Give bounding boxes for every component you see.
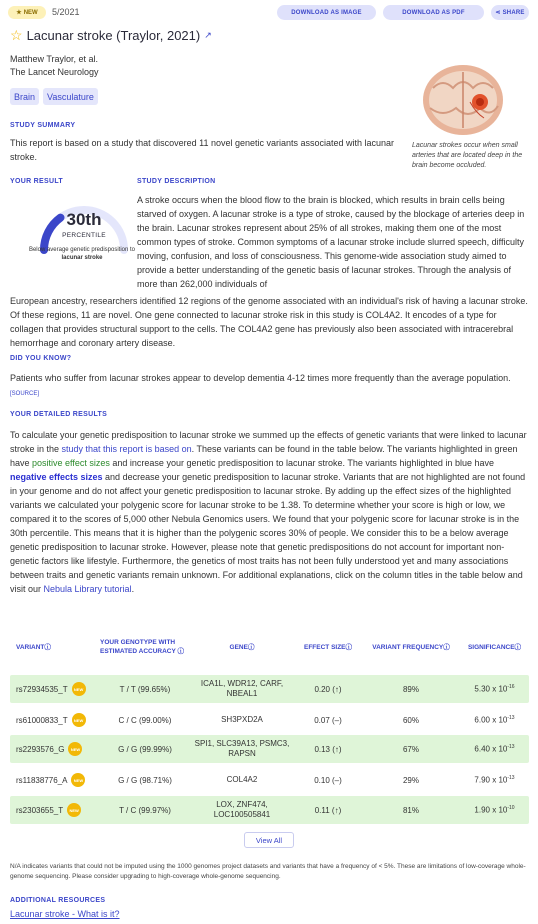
gene-cell: SH3PXD2A xyxy=(221,715,263,724)
gene-cell: SPI1, SLC39A13, PSMC3, RAPSN xyxy=(194,739,290,758)
percentile-value: 30th xyxy=(66,210,102,229)
share-button[interactable]: ⋖ SHARE xyxy=(491,5,529,20)
summary-text: This report is based on a study that discovered 11 novel genetic variants associated with lacunar stroke. xyxy=(10,138,395,162)
new-icon: NEW xyxy=(68,742,82,756)
negative-effect-label: negative effects sizes xyxy=(10,472,103,482)
info-icon: ⓘ xyxy=(247,643,255,651)
genotype-cell: T / T (99.65%) xyxy=(119,684,171,694)
significance-cell: 1.90 x $10^{-10}$ xyxy=(474,805,515,815)
col-frequency[interactable]: VARIANT FREQUENCYⓘ xyxy=(372,643,450,651)
variant-cell: rs2303655_T NEW xyxy=(10,803,100,817)
significance-cell: 7.90 x $10^{-13}$ xyxy=(474,775,515,785)
table-header xyxy=(10,630,529,664)
authors-block xyxy=(10,53,99,79)
gene-cell: LOX, ZNF474, LOC100505841 xyxy=(213,800,271,819)
brain-illustration xyxy=(418,58,508,138)
significance-cell: 5.30 x $10^{-16}$ xyxy=(474,684,515,694)
tag-brain[interactable]: Brain xyxy=(10,88,39,105)
new-icon: NEW xyxy=(71,773,85,787)
result-description: Below average genetic predisposition to lacunar stroke xyxy=(28,247,136,261)
col-effect[interactable]: EFFECT SIZEⓘ xyxy=(303,643,353,651)
table-row xyxy=(10,706,529,734)
study-link[interactable]: study that this report is based on xyxy=(61,444,192,454)
col-gene[interactable]: GENEⓘ xyxy=(229,643,255,651)
dyk-text: Patients who suffer from lacunar strokes appear to develop dementia 4-12 times more frequently than the average population. [SOURCE] xyxy=(10,373,511,397)
author-name: Matthew Traylor, et al. xyxy=(10,54,99,64)
frequency-cell: 89% xyxy=(402,684,419,694)
gene-cell: ICA1L, WDR12, CARF, NBEAL1 xyxy=(200,679,284,698)
genotype-cell: G / G (98.71%) xyxy=(118,775,172,785)
download-pdf-button[interactable]: DOWNLOAD AS PDF xyxy=(383,5,484,20)
star-outline-icon[interactable]: ☆ xyxy=(10,27,23,43)
table-row xyxy=(10,766,529,794)
col-variant[interactable]: VARIANTⓘ xyxy=(16,643,51,651)
effect-cell: 0.11 (↑) xyxy=(314,805,342,815)
report-date: 5/2021 xyxy=(52,7,80,17)
table-row xyxy=(10,675,529,703)
variant-cell: rs2293576_G NEW xyxy=(10,742,100,756)
variant-cell: rs11838776_A NEW xyxy=(10,773,100,787)
library-tutorial-link[interactable]: Nebula Library tutorial xyxy=(43,584,132,594)
description-heading: STUDY DESCRIPTION xyxy=(137,178,216,185)
positive-effect-label: positive effect sizes xyxy=(32,458,110,468)
detailed-heading: YOUR DETAILED RESULTS xyxy=(10,411,108,418)
info-icon: ⓘ xyxy=(44,643,51,651)
info-icon: ⓘ xyxy=(514,643,522,651)
new-icon: NEW xyxy=(67,803,81,817)
genotype-cell: T / C (99.97%) xyxy=(119,805,171,815)
description-text-part1: A stroke occurs when the blood flow to the brain is blocked, which results in brain cells being starved of oxygen. A lacunar stroke is a type of stroke, caused by the blockage of arteries deep in the brain. Lacunar strokes represent about 25% of all strokes, making them one of the most common types of stroke. Common symptoms of a lacunar stroke include slurred speech, difficulty moving, confusion, and loss of consciousness. This genome-wide association study aimed to provide a better understanding of the genetic basis of lacunar strokes. Through the analysis of more than 262,000 individuals of xyxy=(137,195,525,289)
report-title-row xyxy=(10,27,212,44)
frequency-cell: 81% xyxy=(402,805,419,815)
source-link[interactable]: [SOURCE] xyxy=(10,391,40,397)
effect-cell: 0.07 (–) xyxy=(314,715,342,725)
external-link-icon[interactable]: ↗ xyxy=(204,30,212,40)
significance-cell: 6.40 x $10^{-13}$ xyxy=(474,744,515,754)
gene-cell: COL4A2 xyxy=(226,775,258,784)
variant-cell: rs61000833_T NEW xyxy=(10,713,100,727)
info-icon: ⓘ xyxy=(177,648,185,655)
new-badge: ★ NEW xyxy=(8,6,46,19)
description-text-part2: European ancestry, researchers identified 12 regions of the genome associated with an individual's risk of having a lacunar stroke. Of these regions, 11 are novel. One gene connected to lacunar stroke risk in this study is COL4A2. It encodes of a type for collagen that provides structural support to the cells. The COL4A2 gene has previously also been associated with intracerebral hemorrhage and coronary artery disease. xyxy=(10,296,528,348)
effect-cell: 0.20 (↑) xyxy=(314,684,342,694)
percentile-unit: PERCENTILE xyxy=(62,232,106,239)
effect-cell: 0.10 (–) xyxy=(314,775,342,785)
star-icon: ★ xyxy=(16,10,22,16)
page-title: Lacunar stroke (Traylor, 2021) xyxy=(26,28,201,43)
summary-heading: STUDY SUMMARY xyxy=(10,122,76,129)
detailed-text: To calculate your genetic predisposition to lacunar stroke we summed up the effects of genetic variants that were linked to lacunar stroke in the study that this report is based on. These variants can be found in the table below. The variants highlighted in green have positive effect sizes and increase your genetic predisposition to lacunar stroke. The variants highlighted in blue have negative effects sizes and decrease your genetic predisposition to lacunar stroke. Variants that are not highlighted are not found in your genome and do not affect your genetic predisposition to lacunar stroke. By adding up the effect sizes of the highlighted variants we calculated your polygenic score for lacunar stroke to be 1.38. To determine whether your score is high or low, we compared it to the scores of 5,000 other Nebula Genomics users. We found that your polygenic score for lacunar stroke is in the 30th percentile. This means that it is higher than the polygenic scores 30% of people. We consider this to be a below average genetic predisposition to lacunar stroke. However, please note that genetic predispositions do not account for important non-genetic factors like lifestyle. Furthermore, the genetics of most traits has not been fully understood yet and many associations between traits and genetic variants remain unknown. For additional explanations, click on the column titles in the table below and visit our Nebula Library tutorial. xyxy=(10,430,527,594)
journal-name: The Lancet Neurology xyxy=(10,67,99,77)
new-icon: NEW xyxy=(72,713,86,727)
new-icon: NEW xyxy=(72,682,86,696)
additional-heading: ADDITIONAL RESOURCES xyxy=(10,897,106,904)
tag-vasculature[interactable]: Vasculature xyxy=(43,88,98,105)
variant-cell: rs72934535_T NEW xyxy=(10,682,100,696)
share-icon: ⋖ xyxy=(495,10,501,16)
table-row xyxy=(10,796,529,824)
significance-cell: 6.00 x $10^{-13}$ xyxy=(474,715,515,725)
view-all-button[interactable]: View All xyxy=(244,832,294,848)
genotype-cell: C / C (99.00%) xyxy=(118,715,172,725)
table-row xyxy=(10,735,529,763)
info-icon: ⓘ xyxy=(443,643,450,651)
col-genotype[interactable]: YOUR GENOTYPE WITH ESTIMATED ACCURACY ⓘ xyxy=(100,639,185,655)
footnote: N/A indicates variants that could not be imputed using the 1000 genomes project datasets and variants that have a frequency of < 5%. These are limitations of low-coverage whole-genome sequencing. Please consider upgrading to high-coverage whole-genome sequencing. xyxy=(10,863,526,880)
genotype-cell: G / G (99.99%) xyxy=(118,744,172,754)
additional-link[interactable]: Lacunar stroke - What is it? xyxy=(10,909,120,919)
frequency-cell: 60% xyxy=(402,715,419,725)
frequency-cell: 67% xyxy=(402,744,419,754)
effect-cell: 0.13 (↑) xyxy=(314,744,342,754)
download-image-button[interactable]: DOWNLOAD AS IMAGE xyxy=(277,5,376,20)
col-significance[interactable]: SIGNIFICANCEⓘ xyxy=(467,643,522,651)
frequency-cell: 29% xyxy=(402,775,419,785)
image-caption: Lacunar strokes occur when small arteries that are located deep in the brain become occluded. xyxy=(412,142,523,169)
dyk-heading: DID YOU KNOW? xyxy=(10,355,72,362)
result-heading: YOUR RESULT xyxy=(10,178,63,185)
info-icon: ⓘ xyxy=(345,643,353,651)
